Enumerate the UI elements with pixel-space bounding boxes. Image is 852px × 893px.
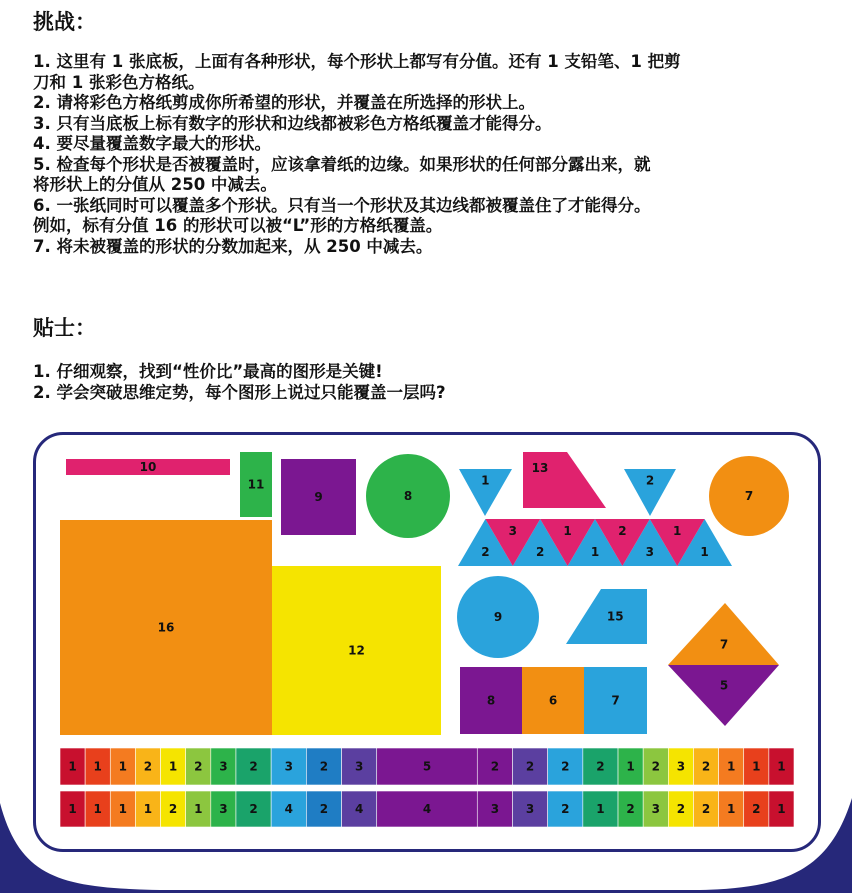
rule-line: 6. 一张纸同时可以覆盖多个形状。只有当一个形状及其边线都被覆盖住了才能得分。	[33, 195, 651, 215]
strip-value: 2	[143, 759, 153, 774]
tip-line: 2. 学会突破思维定势，每个图形上说过只能覆盖一层吗?	[33, 383, 446, 402]
shape-diamond-7[interactable]	[668, 603, 779, 665]
tri-strip-value: 3	[508, 524, 517, 538]
strip-value: 2	[194, 759, 203, 774]
shape-value: 10	[139, 460, 157, 474]
strip-value: 2	[319, 802, 329, 816]
game-board	[33, 432, 821, 852]
shape-value: 12	[348, 643, 365, 658]
strip-value: 1	[68, 759, 77, 774]
shape-value: 8	[403, 489, 413, 503]
strip-value: 3	[651, 802, 660, 816]
strip-value: 5	[422, 759, 432, 774]
strip-value: 1	[777, 802, 786, 816]
strip-value: 1	[752, 759, 761, 774]
strip-value: 1	[626, 759, 635, 774]
tip-line: 1. 仔细观察，找到“性价比”最高的图形是关键!	[33, 362, 383, 381]
shape-diamond-5[interactable]	[668, 665, 779, 726]
shape-value: 11	[247, 477, 265, 492]
shape-value: 9	[314, 490, 323, 504]
challenge-title: 挑战：	[33, 10, 96, 34]
strip-value: 2	[490, 759, 500, 774]
tri-strip-value: 1	[700, 545, 709, 559]
strip-value: 1	[596, 802, 605, 816]
shape-value: 6	[548, 693, 558, 708]
strip-value: 2	[676, 802, 686, 816]
tri-strip-value: 1	[563, 524, 572, 538]
board-shapes	[36, 435, 818, 849]
shape-value: 2	[645, 473, 655, 488]
tri-strip-value: 1	[673, 524, 682, 538]
rule-line: 刀和 1 张彩色方格纸。	[33, 72, 205, 92]
strip-value: 1	[726, 802, 736, 816]
strip-value: 1	[118, 802, 128, 816]
strip-value: 2	[525, 759, 535, 774]
strip-value: 2	[701, 802, 711, 816]
shape-value: 7	[611, 693, 620, 708]
challenge-rules	[33, 52, 823, 257]
strip-value: 3	[219, 759, 228, 774]
rule-line: 7. 将未被覆盖的形状的分数加起来，从 250 中减去。	[33, 236, 433, 256]
strip-value: 2	[319, 759, 329, 774]
strip-value: 2	[701, 759, 711, 774]
strip-value: 1	[68, 802, 77, 816]
tri-strip-value: 1	[590, 545, 600, 559]
strip-value: 4	[422, 802, 432, 816]
shape-value: 7	[719, 637, 729, 652]
tips-list	[33, 361, 823, 403]
strip-value: 3	[676, 759, 686, 774]
shape-value: 7	[744, 489, 754, 503]
strip-value: 2	[561, 759, 570, 774]
shape-value: 9	[493, 610, 503, 624]
strip-value: 2	[168, 802, 178, 816]
tips-title: 贴士：	[33, 316, 96, 340]
strip-value: 2	[249, 802, 258, 816]
rule-line: 4. 要尽量覆盖数字最大的形状。	[33, 134, 271, 153]
shape-value: 1	[481, 473, 490, 488]
shape-value: 8	[486, 693, 496, 708]
strip-value: 2	[596, 759, 605, 774]
rule-line: 2. 请将彩色方格纸剪成你所希望的形状，并覆盖在所选择的形状上。	[33, 93, 535, 112]
strip-value: 4	[284, 802, 293, 816]
strip-value: 3	[354, 759, 364, 774]
rule-line: 3. 只有当底板上标有数字的形状和边线都被彩色方格纸覆盖才能得分。	[33, 113, 552, 133]
strip-value: 2	[561, 802, 570, 816]
shape-value: 16	[157, 620, 175, 635]
strip-value: 4	[354, 802, 364, 816]
rule-line: 例如，标有分值 16 的形状可以被“L”形的方格纸覆盖。	[33, 216, 443, 235]
strip-value: 1	[93, 759, 102, 774]
strip-value: 2	[626, 802, 635, 816]
strip-value: 3	[525, 802, 535, 816]
strip-value: 2	[249, 759, 258, 774]
strip-value: 1	[118, 759, 128, 774]
strip-value: 1	[194, 802, 203, 816]
rule-line: 5. 检查每个形状是否被覆盖时，应该拿着纸的边缘。如果形状的任何部分露出来，就	[33, 154, 651, 174]
strip-value: 1	[93, 802, 102, 816]
strip-value: 3	[219, 802, 228, 816]
rule-line: 将形状上的分值从 250 中减去。	[33, 175, 277, 194]
strip-value: 3	[284, 759, 293, 774]
tri-strip-value: 3	[645, 545, 654, 559]
shape-value: 5	[719, 678, 729, 693]
shape-value: 15	[606, 609, 624, 624]
strip-value: 2	[651, 759, 660, 774]
strip-value: 2	[752, 802, 761, 816]
strip-value: 1	[143, 802, 153, 816]
strip-value: 3	[490, 802, 500, 816]
rule-line: 1. 这里有 1 张底板，上面有各种形状，每个形状上都写有分值。还有 1 支铅笔、1 把剪	[33, 52, 681, 71]
strip-value: 1	[726, 759, 736, 774]
tri-strip-value: 2	[536, 545, 545, 559]
strip-value: 1	[777, 759, 786, 774]
tri-strip-value: 2	[481, 545, 490, 559]
tri-strip-value: 2	[618, 524, 627, 538]
strip-value: 1	[168, 759, 178, 774]
shape-value: 13	[531, 461, 549, 475]
